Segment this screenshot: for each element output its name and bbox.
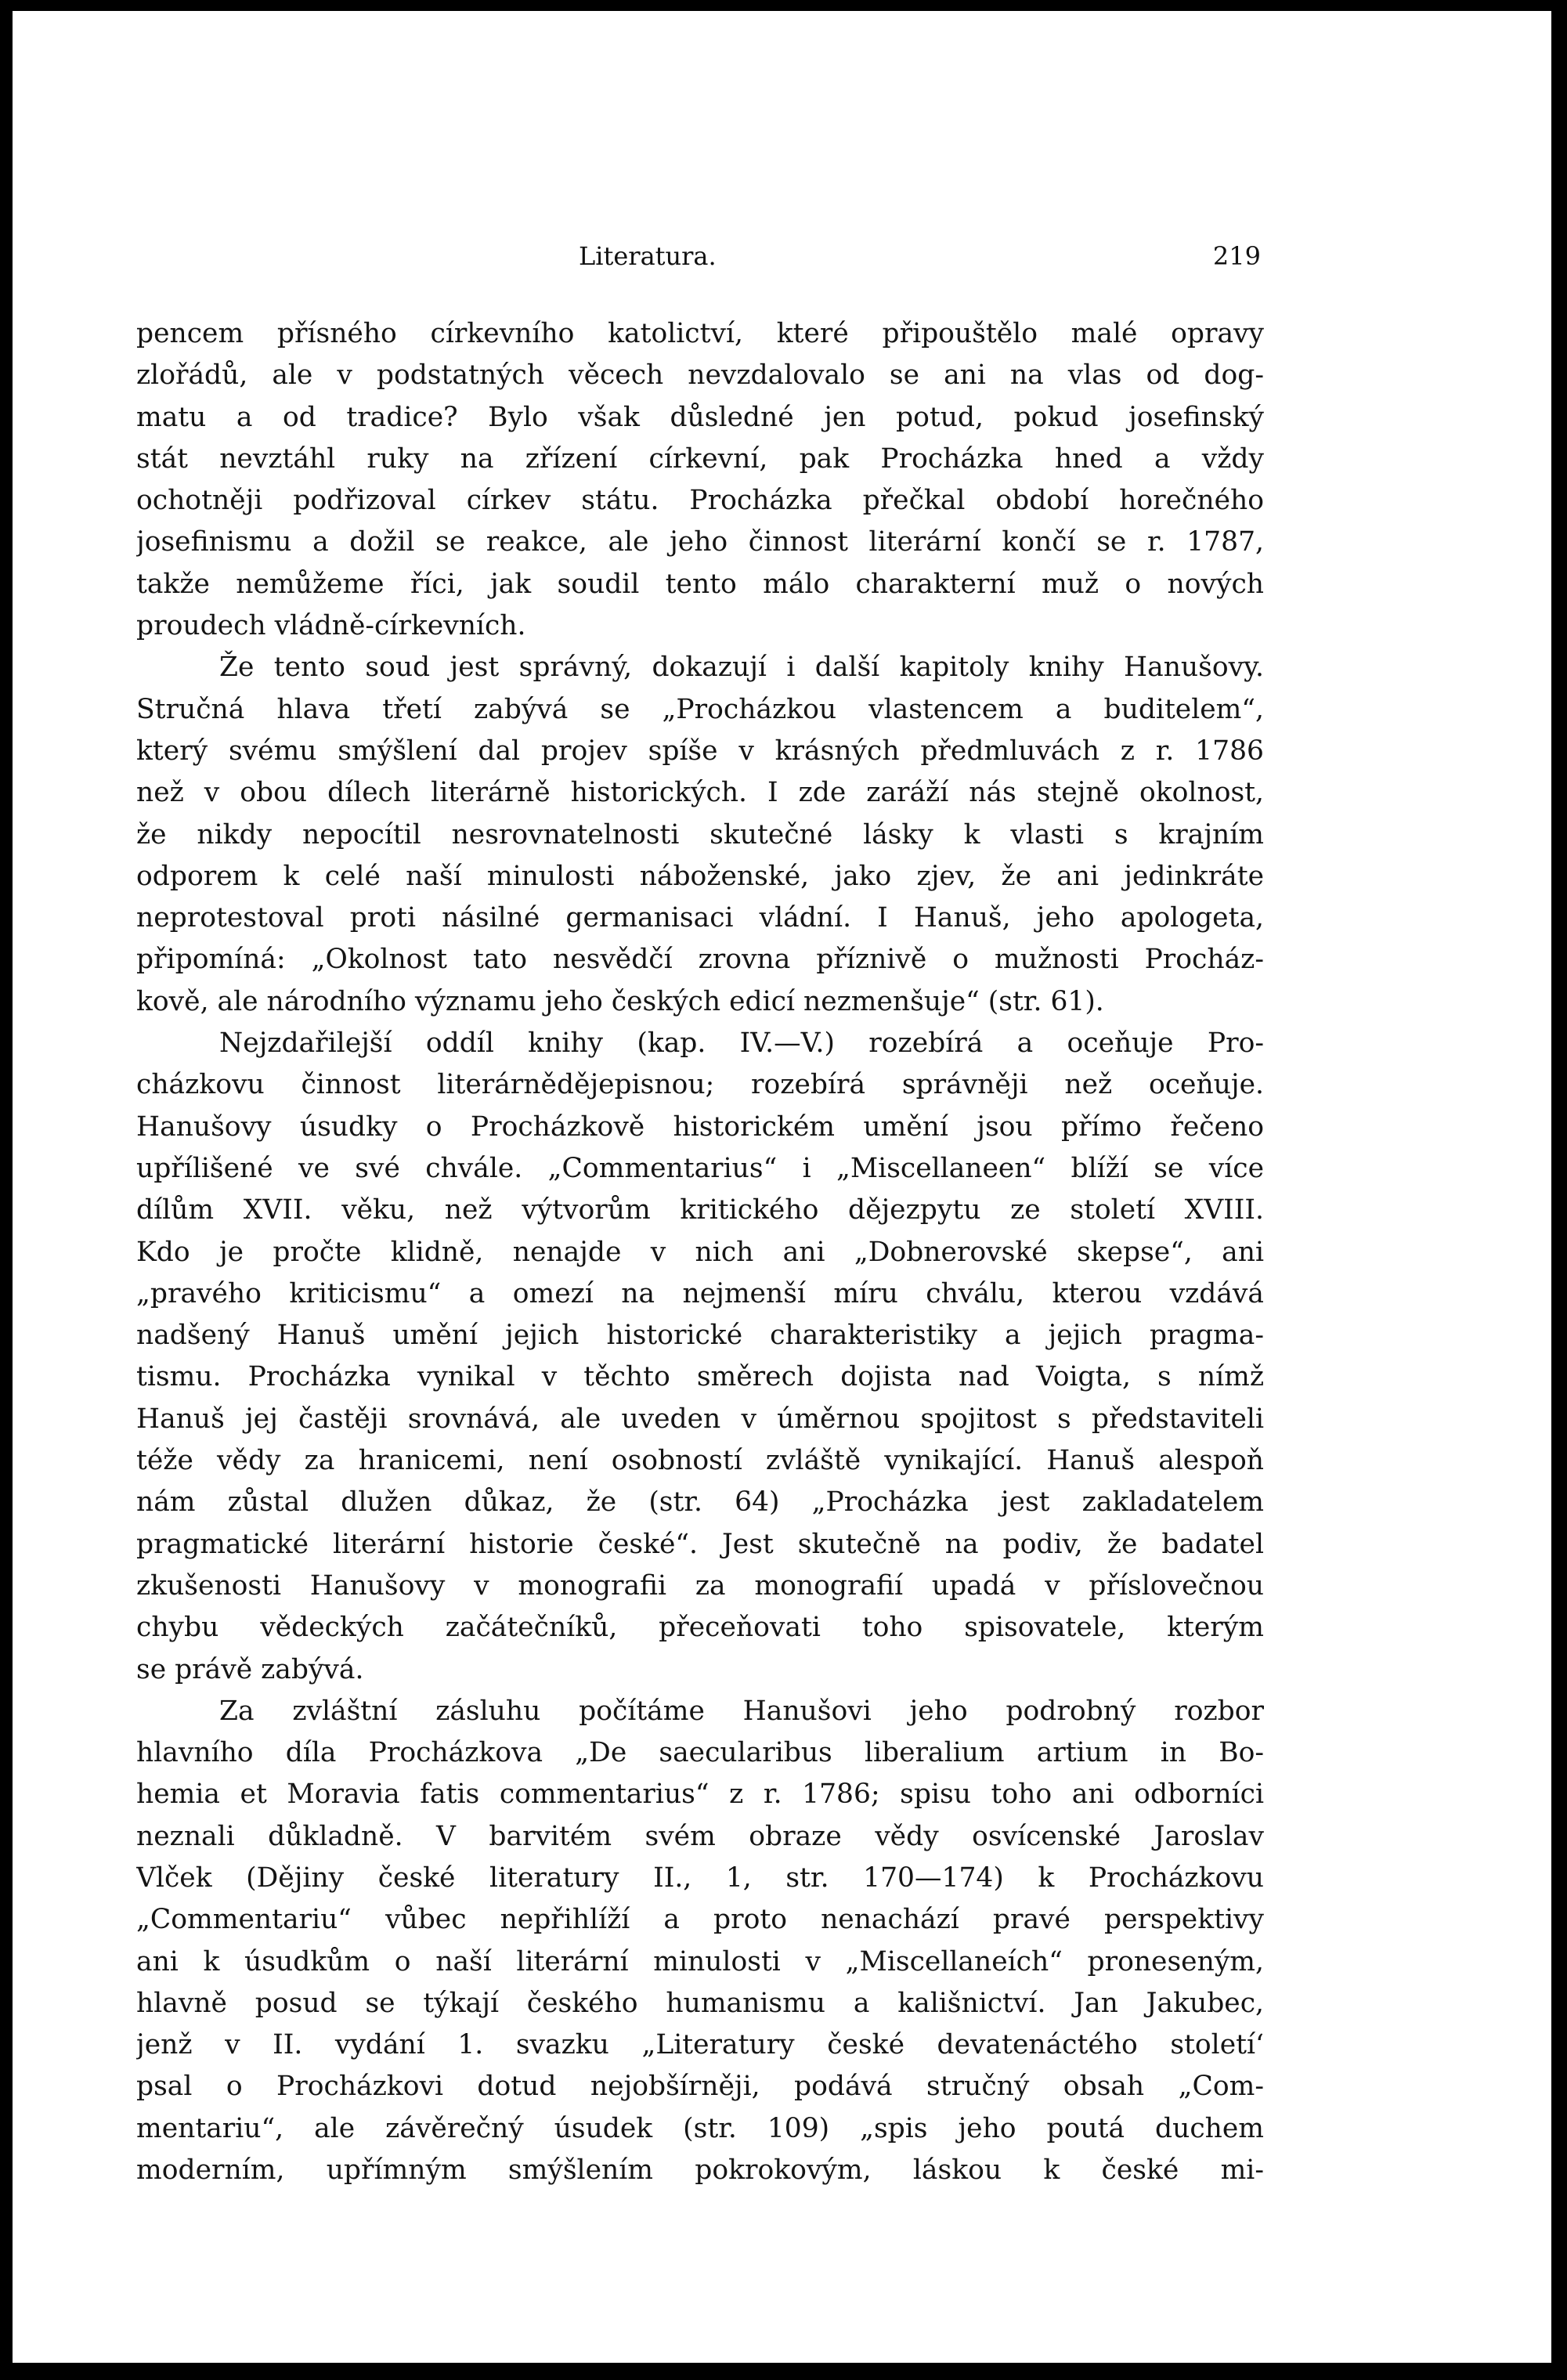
text-line: Hanušovy úsudky o Procházkově historickém umění jsou přímo řečeno [136,1111,1264,1143]
text-line: hlavně posud se týkají českého humanismu a kališnictví. Jan Jakubec, [136,1987,1264,2019]
text-line: neprotestoval proti násilné germanisaci vládní. I Hanuš, jeho apologeta, [136,902,1264,934]
text-line: „pravého kriticismu“ a omezí na nejmenší míru chválu, kterou vzdává [136,1277,1264,1309]
body-text [136,313,1264,2191]
text-line: jenž v II. vydání 1. svazku „Literatury české devatenáctého století‘ [136,2029,1264,2061]
text-line: matu a od tradice? Bylo však důsledné jen potud, pokud josefinský [136,401,1264,433]
text-line: hlavního díla Procházkova „De saecularibus liberalium artium in Bo- [136,1737,1264,1769]
text-line: „Commentariu“ vůbec nepřihlíží a proto nenachází pravé perspektivy [136,1904,1264,1936]
text-line: stát nevztáhl ruky na zřízení církevní, pak Procházka hned a vždy [136,442,1264,475]
text-line: moderním, upřímným smýšlením pokrokovým, láskou k české mi- [136,2154,1264,2187]
text-line: upřílišené ve své chvále. „Commentarius“ i „Miscellaneen“ blíží se více [136,1152,1264,1184]
paragraph [136,313,1264,647]
text-line: pencem přísného církevního katolictví, které připouštělo malé opravy [136,318,1264,349]
page-number: 219 [1212,241,1261,271]
text-line: Kdo je pročte klidně, nenajde v nich ani „Dobnerovské skepse“, ani [136,1236,1264,1268]
text-line: cházkovu činnost literárnědějepisnou; rozebírá správněji než oceňuje. [136,1069,1264,1101]
text-line: hemia et Moravia fatis commentarius“ z r. 1786; spisu toho ani odborníci [136,1779,1264,1811]
text-line: Vlček (Dějiny české literatury II., 1, str. 170—174) k Procházkovu [136,1862,1264,1894]
text-line: Za zvláštní zásluhu počítáme Hanušovi jeho podrobný rozbor [219,1695,1264,1727]
text-line: pragmatické literární historie české“. Jest skutečně na podiv, že badatel [136,1528,1264,1560]
text-line: zlořádů, ale v podstatných věcech nevzdalovalo se ani na vlas od dog- [136,359,1264,392]
text-line: ani k úsudkům o naší literární minulosti v „Miscellaneích“ proneseným, [136,1945,1264,1977]
running-title: Literatura. [579,241,717,271]
text-line: než v obou dílech literárně historických. I zde zaráží nás stejně okolnost, [136,777,1264,809]
text-line: zkušenosti Hanušovy v monografii za monografií upadá v příslovečnou [136,1569,1264,1602]
text-line: odporem k celé naší minulosti náboženské, jako zjev, že ani jedinkráte [136,860,1264,892]
text-line: nám zůstal dlužen důkaz, že (str. 64) „Procházka jest zakladatelem [136,1486,1264,1519]
text-line: tismu. Procházka vynikal v těchto směrech dojista nad Voigta, s nímž [136,1361,1264,1393]
paragraph [136,1023,1264,1691]
text-line: téže vědy za hranicemi, není osobností zvláště vynikající. Hanuš alespoň [136,1445,1264,1477]
text-line: dílům XVII. věku, než výtvorům kritického dějezpytu ze století XVIII. [136,1194,1264,1226]
text-line: Že tento soud jest správný, dokazují i další kapitoly knihy Hanušovy. [219,652,1264,684]
text-line: takže nemůžeme říci, jak soudil tento málo charakterní muž o nových [136,568,1264,600]
text-line: mentariu“, ale závěrečný úsudek (str. 109) „spis jeho poutá duchem [136,2112,1264,2144]
text-line: který svému smýšlení dal projev spíše v krásných předmluvách z r. 1786 [136,735,1264,767]
page-header [136,232,1261,279]
text-line: Nejzdařilejší oddíl knihy (kap. IV.—V.) rozebírá a oceňuje Pro- [219,1027,1264,1060]
text-line: se právě zabývá. [136,1653,364,1685]
paragraph [136,1691,1264,2192]
text-line: neznali důkladně. V barvitém svém obraze vědy osvícenské Jaroslav [136,1820,1264,1852]
text-line: Stručná hlava třetí zabývá se „Procházkou vlastencem a buditelem“, [136,693,1264,725]
text-line: proudech vládně-církevních. [136,610,526,642]
text-line: že nikdy nepocítil nesrovnatelnosti skutečné lásky k vlasti s krajním [136,818,1264,851]
text-line: připomíná: „Okolnost tato nesvědčí zrovna příznivě o mužnosti Procház- [136,944,1264,976]
text-line: Hanuš jej častěji srovnává, ale uveden v úměrnou spojitost s představiteli [136,1403,1264,1435]
book-page [13,11,1551,2363]
text-line: josefinismu a dožil se reakce, ale jeho činnost literární končí se r. 1787, [136,526,1264,558]
text-line: kově, ale národního významu jeho českých edicí nezmenšuje“ (str. 61). [136,985,1104,1017]
text-line: nadšený Hanuš umění jejich historické charakteristiky a jejich pragma- [136,1320,1264,1352]
text-line: psal o Procházkovi dotud nejobšírněji, podává stručný obsah „Com- [136,2071,1264,2103]
text-line: ochotněji podřizoval církev státu. Procházka přečkal období horečného [136,485,1264,517]
paragraph [136,647,1264,1023]
text-line: chybu vědeckých začátečníků, přeceňovati toho spisovatele, kterým [136,1612,1264,1644]
